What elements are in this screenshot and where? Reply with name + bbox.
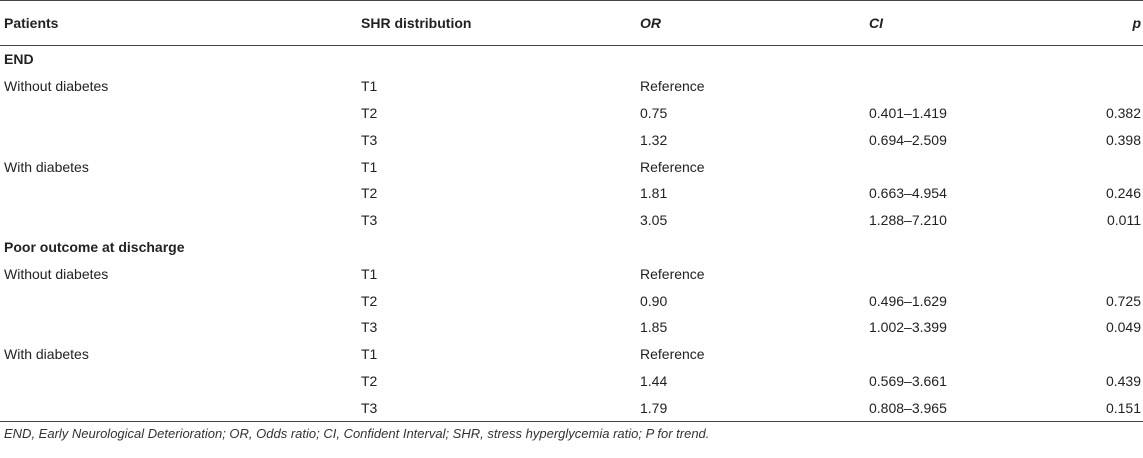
table-footnote: END, Early Neurological Deterioration; OR, Odds ratio; CI, Confident Interval; SHR, stress hyperglycemia ratio; P for trend. [4,426,710,441]
section-row [0,234,1143,261]
section-title: Poor outcome at discharge [4,238,185,255]
patient-group: Without diabetes [4,265,109,282]
header-shr-distribution: SHR distribution [357,1,636,46]
confidence-interval: 0.694–2.509 [869,131,947,148]
table-row [0,100,1143,127]
patient-group: With diabetes [4,158,89,175]
patient-group-empty [0,207,357,234]
p-value: 0.011 [1107,212,1141,229]
patient-group-empty [0,368,357,395]
table-row [0,126,1143,153]
odds-ratio: Reference [640,78,705,95]
section-row [0,46,1143,73]
table-row [0,260,1143,287]
confidence-interval: 0.808–3.965 [865,394,1048,421]
patient-group-empty [0,100,357,127]
confidence-interval: 0.569–3.661 [869,372,947,389]
confidence-interval: 1.002–3.399 [869,319,947,336]
odds-ratio: Reference [640,265,705,282]
section-title: END [4,51,34,68]
header-p: p [1048,1,1143,46]
odds-ratio: 0.90 [640,292,668,309]
odds-ratio: 1.44 [640,372,668,389]
p-value [1048,153,1143,180]
shr-tertile: T3 [361,131,378,148]
p-value [1048,260,1143,287]
p-value: 0.151 [1048,394,1143,421]
odds-ratio: 1.85 [640,319,668,336]
p-value: 0.382 [1105,104,1141,121]
p-value: 0.398 [1105,131,1141,148]
shr-tertile: T2 [361,292,378,309]
header-patients: Patients [0,1,357,46]
patient-group: Without diabetes [4,78,109,95]
p-value: 0.049 [1105,319,1141,336]
patient-group-empty [0,314,357,341]
p-value [1048,341,1143,368]
confidence-interval [865,341,1048,368]
shr-tertile: T2 [361,372,378,389]
confidence-interval: 0.496–1.629 [869,292,947,309]
shr-tertile: T2 [361,104,378,121]
shr-tertile: T2 [361,185,378,202]
header-or: OR [636,1,865,46]
table-row [0,207,1143,234]
shr-tertile: T1 [361,346,378,363]
confidence-interval [865,153,1048,180]
table-row [0,314,1143,341]
table-row [0,153,1143,180]
confidence-interval: 0.401–1.419 [869,104,947,121]
patient-group: With diabetes [4,346,89,363]
patient-group-empty [0,180,357,207]
odds-ratio: 1.32 [640,131,668,148]
patient-group-empty [0,126,357,153]
p-value: 0.439 [1105,372,1141,389]
odds-ratio: 3.05 [640,212,668,229]
odds-ratio: 1.81 [640,185,668,202]
shr-tertile: T1 [361,265,378,282]
odds-ratio: Reference [640,346,705,363]
confidence-interval: 1.288–7.210 [869,212,947,229]
confidence-interval: 0.663–4.954 [869,185,947,202]
shr-tertile: T3 [361,319,378,336]
table-row [0,368,1143,395]
table-row [0,73,1143,100]
confidence-interval [865,73,1048,100]
table-row [0,341,1143,368]
p-value: 0.246 [1105,185,1141,202]
p-value: 0.725 [1105,292,1141,309]
patient-group-empty [0,394,357,421]
p-value [1048,73,1143,100]
odds-ratio: 1.79 [636,394,865,421]
shr-tertile: T3 [361,212,378,229]
table-body [0,46,1143,422]
table-row [0,394,1143,421]
confidence-interval [865,260,1048,287]
shr-tertile: T3 [357,394,636,421]
odds-ratio: Reference [640,158,705,175]
shr-tertile: T1 [361,78,378,95]
patient-group-empty [0,287,357,314]
header-ci: CI [865,1,1048,46]
shr-tertile: T1 [361,158,378,175]
odds-ratio: 0.75 [640,104,668,121]
table-header-row [0,1,1143,46]
table-row [0,287,1143,314]
table-row [0,180,1143,207]
